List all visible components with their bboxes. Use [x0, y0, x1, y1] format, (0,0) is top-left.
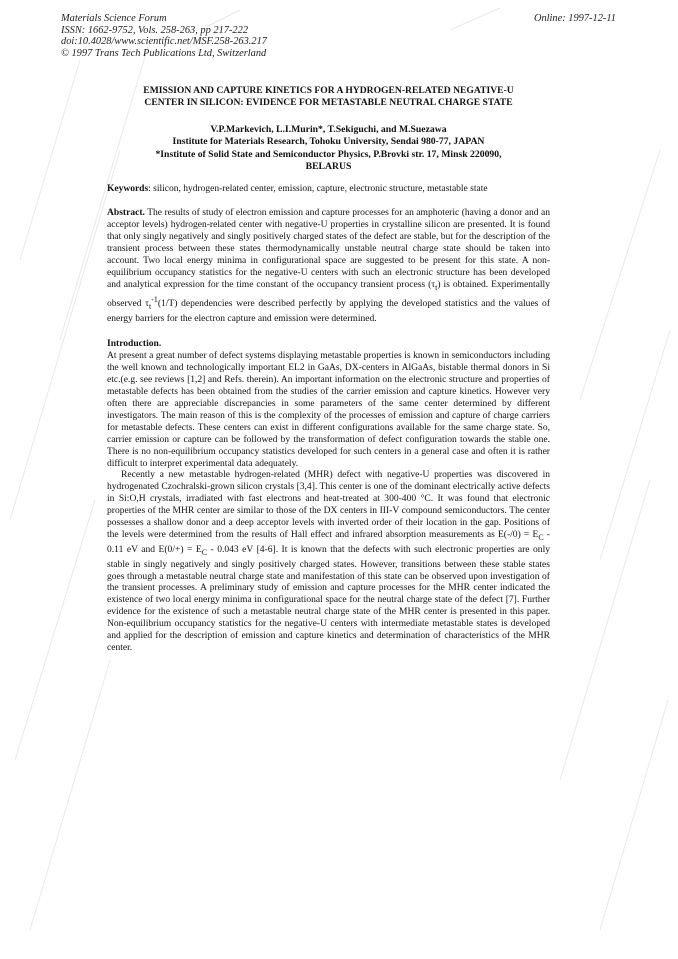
doi-line: doi:10.4028/www.scientific.net/MSF.258-263.217 [61, 36, 267, 47]
intro-p2-sub-2: C [201, 547, 208, 557]
intro-p2-sub-1: C [538, 532, 544, 542]
abstract-sub-1: t [435, 282, 438, 292]
intro-p2-text-c: - 0.043 eV [4-6]. It is known that the defects with such electronic properties are only stable in singly negatively and singly positively charged states. However, transitions between these stable states goes through a metastable neutral charge state and manifestation of this state can be observed upon investigation of the transient processes. A preliminary study of emission and capture processes for the MHR center indicated the existence of two local energy minima in configurational space for the neutral charge state of the defect [7]. Further evidence for the existence of such a metastable neutral charge state of the MHR center is presented in this paper. Non-equilibrium occupancy statistics for the negative-U centers with intermediate metastable states is developed and applied for the description of emission and capture kinetics and determination of characteristics of the MHR center. [107, 543, 551, 653]
title-line-1: EMISSION AND CAPTURE KINETICS FOR A HYDROGEN-RELATED NEGATIVE-U [143, 85, 514, 96]
section-heading-introduction: Introduction. [107, 338, 162, 350]
intro-p2-text-b: - 0.11 eV and E(0/+) = E [107, 528, 550, 555]
keywords-label: Keywords [107, 184, 149, 195]
author-block [107, 124, 550, 174]
abstract-sub-2: t [148, 301, 152, 311]
journal-name: Materials Science Forum [61, 13, 167, 24]
abstract-text-2: ) is obtained. Experimentally observed τ [107, 278, 550, 309]
abstract-text-1: The results of study of electron emission and capture processes for an amphoteric (having a donor and an acceptor levels) hydrogen-related center with negative-U properties in crystalline silicon are presented. It is found that only singly negatively and singly positively charged states of the defect are stable, but for the description of the transient process between these states thermodynamically unstable neutral charge state should be taken into account. Two local energy minima in configurational space are suggested to be present for this state. A non-equilibrium occupancy statistics for the negative-U centers with such an electronic structure has been developed and analytical expression for the time constant of the occupancy transient process (τ [107, 207, 550, 290]
issn-line: ISSN: 1662-9752, Vols. 258-263, pp 217-222 [61, 24, 249, 36]
journal-header [61, 13, 267, 59]
affiliation-2-line-1: *Institute of Solid State and Semiconductor Physics, P.Brovki str. 17, Minsk 220090, [155, 148, 502, 160]
abstract-label: Abstract. [107, 207, 145, 219]
keywords [107, 184, 550, 196]
abstract-sup-2: -1 [151, 294, 158, 304]
paper-body [107, 85, 550, 654]
title-line-2: CENTER IN SILICON: EVIDENCE FOR METASTABLE NEUTRAL CHARGE STATE [144, 97, 513, 109]
affiliation-2-line-2: BELARUS [305, 161, 352, 173]
online-date: Online: 1997-12-11 [533, 13, 616, 24]
author-names: V.P.Markevich, L.I.Murin*, T.Sekiguchi, and M.Suezawa [210, 123, 447, 135]
intro-paragraph-2 [107, 469, 550, 653]
keywords-text: : silicon, hydrogen-related center, emission, capture, electronic structure, metastable state [148, 184, 488, 195]
intro-paragraph-1: At present a great number of defect systems displaying metastable properties is known in semiconductors including the well known and technologically important EL2 in GaAs, DX-centers in AlGaAs, bistable thermal donors in Si etc.(e.g. see reviews [1,2] and Refs. therein). An important information on the electronic structure and properties of metastable defects has been obtained from the studies of the carrier emission and capture kinetics. However very often there are appreciable discrepancies in some parameters of the same center determined by different investigators. The main reason of this is the complexity of the processes of emission and capture of charge carriers for metastable defects. These centers can exist in different configurations available for the same charge state. So, carrier emission or capture can be followed by the transformation of defect configuration towards the stable one. There is no non-equilibrium occupancy statistics developed for such centers in a general case and often it is rather difficult to interpret experimental data adequately. [107, 350, 550, 469]
intro-p2-text-a: Recently a new metastable hydrogen-related (MHR) defect with negative-U properties was discovered in hydrogenated Czochralski-grown silicon crystals [3,4]. This center is one of the dominant electrically active defects in Si:O,H crystals, irradiated with fast electrons and heat-treated at 300-400 °C. It was found that electronic properties of the MHR center are similar to those of the DX centers in III-V compound semiconductors. The center possesses a shallow donor and a deep acceptor levels with inverted order of their location in the gap. Positions of the levels were determined from the results of Hall effect and infrared absorption measurements as E(-/0) = E [107, 469, 550, 540]
affiliation-1: Institute for Materials Research, Tohoku University, Sendai 980-77, JAPAN [172, 136, 485, 148]
copyright-line: © 1997 Trans Tech Publications Ltd, Switzerland [61, 47, 267, 59]
abstract-text-3: (1/T) dependencies were described perfectly by applying the developed statistics and the values of energy barriers for the electron capture and emission were determined. [107, 297, 551, 324]
paper-title [107, 85, 550, 110]
introduction-section [107, 350, 550, 653]
abstract [107, 207, 550, 324]
